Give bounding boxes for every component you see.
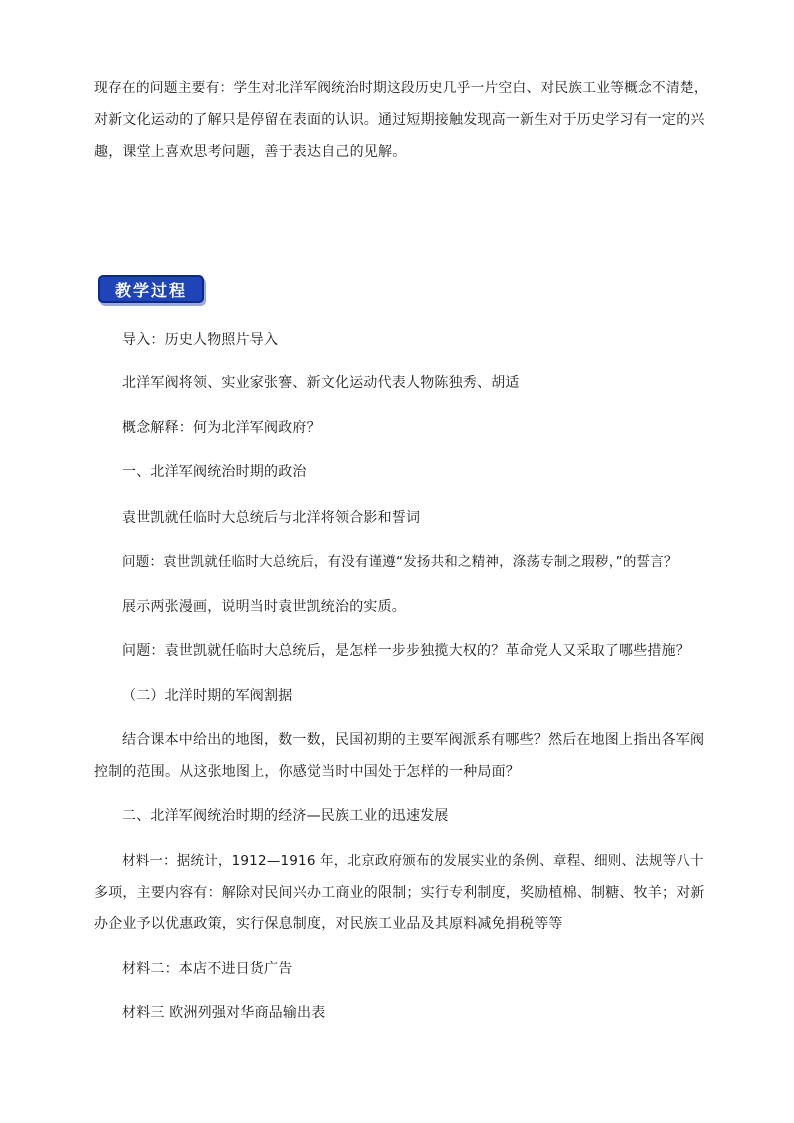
oath-line: 袁世凯就任临时大总统后与北洋将领合影和誓词	[122, 510, 421, 526]
section-title-badge	[98, 275, 204, 303]
map-line-1: 结合课本中给出的地图，数一数，民国初期的主要军阀派系有哪些？然后在地图上指出各军阀	[122, 732, 705, 748]
figures-line: 北洋军阀将领、实业家张謇、新文化运动代表人物陈独秀、胡适	[122, 375, 520, 391]
material3-line: 材料三 欧洲列强对华商品输出表	[122, 1005, 326, 1021]
material1-line-2: 多项，主要内容有：解除对民间兴办工商业的限制；实行专利制度，奖励植棉、制糖、牧羊；对新	[94, 885, 705, 901]
material1-line-1: 材料一：据统计，1912—1916 年，北京政府颁布的发展实业的条例、章程、细则、法规等八十	[122, 853, 704, 869]
intro-import-line: 导入：历史人物照片导入	[122, 332, 279, 348]
intro-line-3: 趣，课堂上喜欢思考问题，善于表达自己的见解。	[94, 144, 407, 160]
warlord-heading: （二）北洋时期的军阀割据	[122, 688, 293, 704]
intro-line-1: 现存在的问题主要有：学生对北洋军阀统治时期这段历史几乎一片空白、对民族工业等概念不清楚，	[94, 80, 708, 96]
intro-line-2: 对新文化运动的了解只是停留在表面的认识。通过短期接触发现高一新生对于历史学习有一定的兴	[94, 112, 705, 128]
question-power: 问题：袁世凯就任临时大总统后，是怎样一步步独揽大权的？革命党人又采取了哪些措施？	[122, 643, 690, 659]
concept-line: 概念解释：何为北洋军阀政府？	[122, 420, 321, 436]
question-oath: 问题：袁世凯就任临时大总统后，有没有谨遵“发扬共和之精神，涤荡专制之瑕秽，”的誓言？	[122, 554, 678, 570]
economy-heading: 二、北洋军阀统治时期的经济—民族工业的迅速发展	[122, 808, 449, 824]
politics-heading: 一、北洋军阀统治时期的政治	[122, 464, 307, 480]
material1-line-3: 办企业予以优惠政策，实行保息制度，对民族工业品及其原料减免捐税等等	[94, 916, 563, 932]
cartoon-line: 展示两张漫画，说明当时袁世凯统治的实质。	[122, 599, 406, 615]
map-line-2: 控制的范围。从这张地图上，你感觉当时中国处于怎样的一种局面？	[94, 764, 520, 780]
section-title: 教学过程	[114, 280, 187, 300]
material2-line: 材料二：本店不进日货广告	[122, 961, 293, 977]
